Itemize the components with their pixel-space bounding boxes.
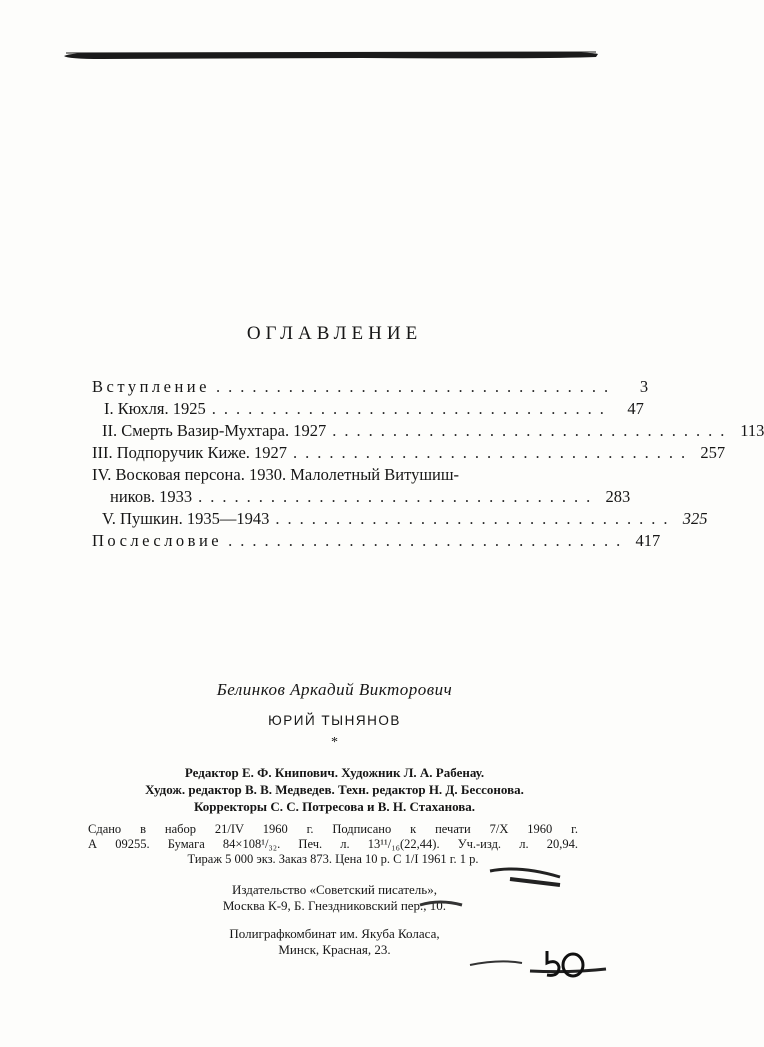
- toc-entry-page: 325: [682, 509, 708, 528]
- printer-line: Полиграфкомбинат им. Якуба Коласа,: [229, 926, 440, 941]
- toc-leader: .................................: [215, 377, 617, 396]
- toc-entry-page: 3: [639, 377, 649, 396]
- toc-leader: .................................: [275, 509, 676, 528]
- toc-entry-label: II. Смерть Вазир-Мухтара. 1927: [102, 421, 327, 440]
- separator-asterisk: *: [331, 735, 338, 750]
- print-info-line: А 09255. Бумага 84×108¹/₃₂. Печ. л. 13¹¹/₁₆(22,44). Уч.-изд. л. 20,94.: [88, 837, 578, 851]
- toc-entry: [92, 486, 631, 508]
- print-info-line: Сдано в набор 21/IV 1960 г. Подписано к печати 7/X 1960 г.: [88, 822, 578, 836]
- toc-title: ОГЛАВЛЕНИЕ: [246, 323, 423, 344]
- toc-leader: .................................: [211, 399, 612, 418]
- toc-entry-page: 283: [605, 487, 631, 506]
- toc-entry: [92, 398, 644, 420]
- book-title: ЮРИЙ ТЫНЯНОВ: [268, 713, 401, 728]
- credit-line: Худож. редактор В. В. Медведев. Техн. редактор Н. Д. Бессонова.: [145, 782, 524, 797]
- toc-entry-label: Вступление: [92, 377, 210, 396]
- publisher-info: [0, 882, 669, 914]
- toc-entry-label: IV. Восковая персона. 1930. Малолетный Витушиш-: [92, 465, 460, 484]
- toc-entry-page: 113: [740, 421, 764, 440]
- toc-entry: [92, 376, 649, 398]
- toc-leader: .................................: [332, 421, 733, 440]
- toc-entry-page: 257: [700, 443, 726, 462]
- toc-entry-label: I. Кюхля. 1925: [104, 399, 206, 418]
- toc-entry: [92, 508, 708, 530]
- handwritten-number: [543, 947, 587, 981]
- printer-line: Минск, Красная, 23.: [278, 942, 391, 957]
- credit-line: Корректоры С. С. Потресова и В. Н. Стаханова.: [193, 799, 476, 814]
- publisher-line: Москва К-9, Б. Гнездниковский пер., 10.: [222, 898, 447, 913]
- toc-leader: .................................: [293, 443, 694, 462]
- toc-leader: .................................: [198, 487, 599, 506]
- toc-entry-label: V. Пушкин. 1935—1943: [102, 509, 270, 528]
- table-of-contents: [92, 376, 764, 552]
- toc-entry: [92, 464, 580, 486]
- editorial-credits: [0, 764, 669, 815]
- toc-entry: [92, 530, 661, 552]
- author-name: Белинков Аркадий Викторович: [216, 680, 453, 699]
- toc-leader: .................................: [228, 531, 629, 550]
- credit-line: Редактор Е. Ф. Книпович. Художник Л. А. Рабенау.: [184, 765, 485, 780]
- toc-entry: [92, 442, 726, 464]
- print-information: [88, 822, 578, 867]
- toc-entry-label: III. Подпоручик Киже. 1927: [92, 443, 288, 462]
- toc-entry-label: Послесловие: [92, 531, 223, 550]
- publisher-line: Издательство «Советский писатель»,: [232, 882, 437, 897]
- toc-entry-page: 47: [627, 399, 644, 418]
- toc-entry-label: ников. 1933: [110, 487, 193, 506]
- toc-entry: [92, 420, 764, 442]
- toc-entry-page: 417: [635, 531, 661, 550]
- print-info-line: Тираж 5 000 экз. Заказ 873. Цена 10 р. С 1/I 1961 г. 1 р.: [187, 852, 479, 866]
- top-rule: [62, 49, 600, 61]
